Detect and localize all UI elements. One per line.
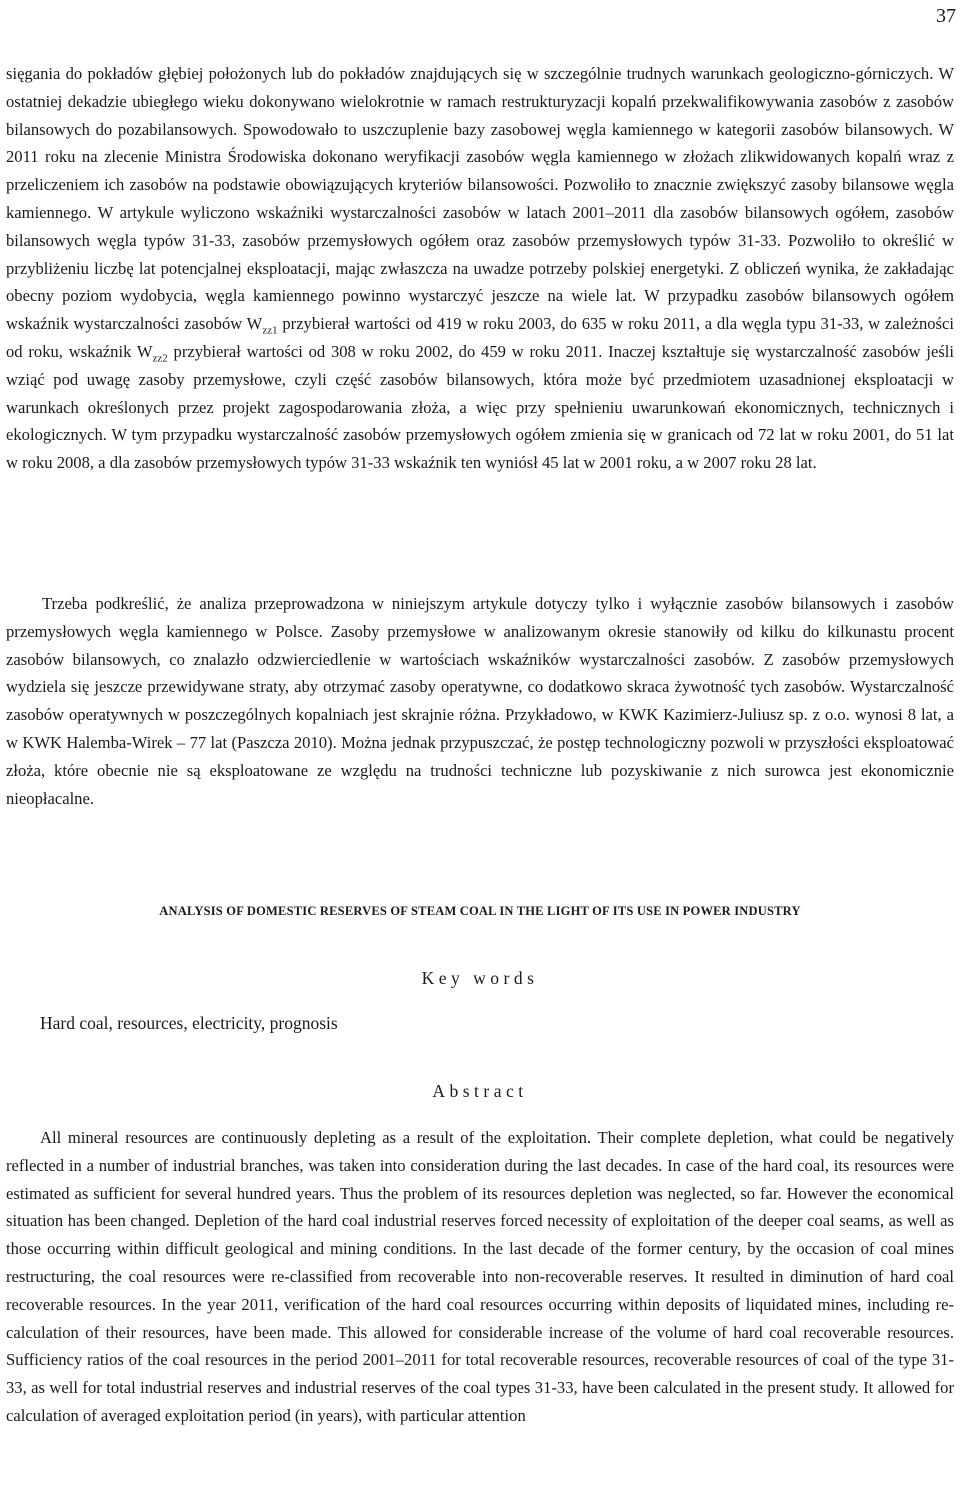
paragraph-text: sięgania do pokładów głębiej położonych lub do pokładów znajdujących się w szczególnie trudnych warunkach geologiczno-górniczych. W ostatniej dekadzie ubiegłego wieku dokonywano wielokrotnie w ramach restrukturyzacji kopalń przekwalifikowywania zasobów z zasobów bilansowych do pozabilansowych. Spowodowało to uszczuplenie bazy zasobowej węgla kamiennego w kategorii zasobów bilansowych. W 2011 roku na zlecenie Ministra Środowiska dokonano weryfikacji zasobów węgla kamiennego w złożach zlikwidowanych kopalń wraz z przeliczeniem ich zasobów na podstawie obowiązujących kryteriów bilansowości. Pozwoliło to znacznie zwiększyć zasoby bilansowe węgla kamiennego. W artykule wyliczono wskaźniki wystarczalności zasobów w latach 2001–2011 dla zasobów bilansowych ogółem, zasobów bilansowych węgla typów 31-33, zasobów przemysłowych ogółem oraz zasobów przemysłowych typów 31-33. Pozwoliło to określić w przybliżeniu liczbę lat potencjalnej eksploatacji, mając zwłaszcza na uwadze potrzeby polskiej energetyki. Z obliczeń wynika, że zakładając obecny poziom wydobycia, węgla kamiennego powinno wystarczyć jeszcze na wiele lat. W przypadku zasobów bilansowych ogółem wskaźnik wystarczalności zasobów W xyxy=(6,64,954,334)
paragraph-text: przybierał wartości od 419 w roku 2003, do 635 w roku 2011, a dla węgla typu 31-33, w zależności od roku, wskaźnik W xyxy=(6,314,954,361)
abstract-heading: Abstract xyxy=(432,1081,528,1101)
abstract-text: All mineral resources are continuously depleting as a result of the exploitation. Their complete depletion, what could be negatively reflected in a number of industrial branches, was taken into consideration during the last decades. In case of the hard coal, its resources were estimated as sufficient for several hundred years. Thus the problem of its resources depletion was neglected, so far. However the economical situation has been changed. Depletion of the hard coal industrial reserves forced necessity of exploitation of the deeper coal seams, as well as those occurring within difficult geological and mining conditions. In the last decade of the former century, by the occasion of coal mines restructuring, the coal resources were re-classified from recoverable into non-recoverable reserves. It resulted in diminution of hard coal recoverable resources. In the year 2011, verification of the hard coal resources occurring within deposits of liquidated mines, including re-calculation of their resources, have been made. This allowed for considerable increase of the volume of hard coal recoverable resources. Sufficiency ratios of the coal resources in the period 2001–2011 for total recoverable resources, recoverable resources of coal of the type 31-33, as well for total industrial reserves and industrial reserves of the coal types 31-33, have been calculated in the present study. It allowed for calculation of averaged exploitation period (in years), with particular attention xyxy=(6,1128,954,1425)
page-number: 37 xyxy=(936,5,956,27)
body-paragraph xyxy=(6,60,954,477)
subscript: zz1 xyxy=(262,324,278,337)
paragraph-text: przybierał wartości od 308 w roku 2002, do 459 w roku 2011. Inaczej kształtuje się wystarczalność zasobów jeśli wziąć pod uwagę zasoby przemysłowe, czyli część zasobów bilansowych, która może być przedmiotem uzasadnionej eksploatacji w warunkach określonych przez projekt zagospodarowania złoża, a więc przy spełnieniu uwarunkowań ekonomicznych, technicznych i ekologicznych. W tym przypadku wystarczalność zasobów przemysłowych ogółem zmienia się w granicach od 72 lat w roku 2001, do 51 lat w roku 2008, a dla zasobów przemysłowych typów 31-33 wskaźnik ten wyniósł 45 lat w 2001 roku, a w 2007 roku 28 lat. xyxy=(6,341,954,473)
english-title: ANALYSIS OF DOMESTIC RESERVES OF STEAM COAL IN THE LIGHT OF ITS USE IN POWER INDUSTRY xyxy=(159,904,801,918)
keywords-list: Hard coal, resources, electricity, prognosis xyxy=(40,1013,338,1033)
subscript: zz2 xyxy=(152,352,168,365)
body-paragraph: Trzeba podkreślić, że analiza przeprowadzona w niniejszym artykule dotyczy tylko i wyłącznie zasobów bilansowych i zasobów przemysłowych węgla kamiennego w Polsce. Zasoby przemysłowe w analizowanym okresie stanowiły od kilku do kilkunastu procent zasobów bilansowych, co znalazło odzwierciedlenie w wartościach wskaźników wystarczalności zasobów. Z zasobów przemysłowych wydziela się jeszcze przewidywane straty, aby otrzymać zasoby operatywne, co dodatkowo skraca żywotność tych zasobów. Wystarczalność zasobów operatywnych w poszczególnych kopalniach jest skrajnie różna. Przykładowo, w KWK Kazimierz-Juliusz sp. z o.o. wynosi 8 lat, a w KWK Halemba-Wirek – 77 lat (Paszcza 2010). Można jednak przypuszczać, że postęp technologiczny pozwoli w przyszłości eksploatować złoża, które obecnie nie są eksploatowane ze względu na trudności techniczne lub pozyskiwanie z nich surowca jest ekonomicznie nieopłacalne. xyxy=(6,594,954,808)
keywords-heading: Key words xyxy=(421,968,539,988)
